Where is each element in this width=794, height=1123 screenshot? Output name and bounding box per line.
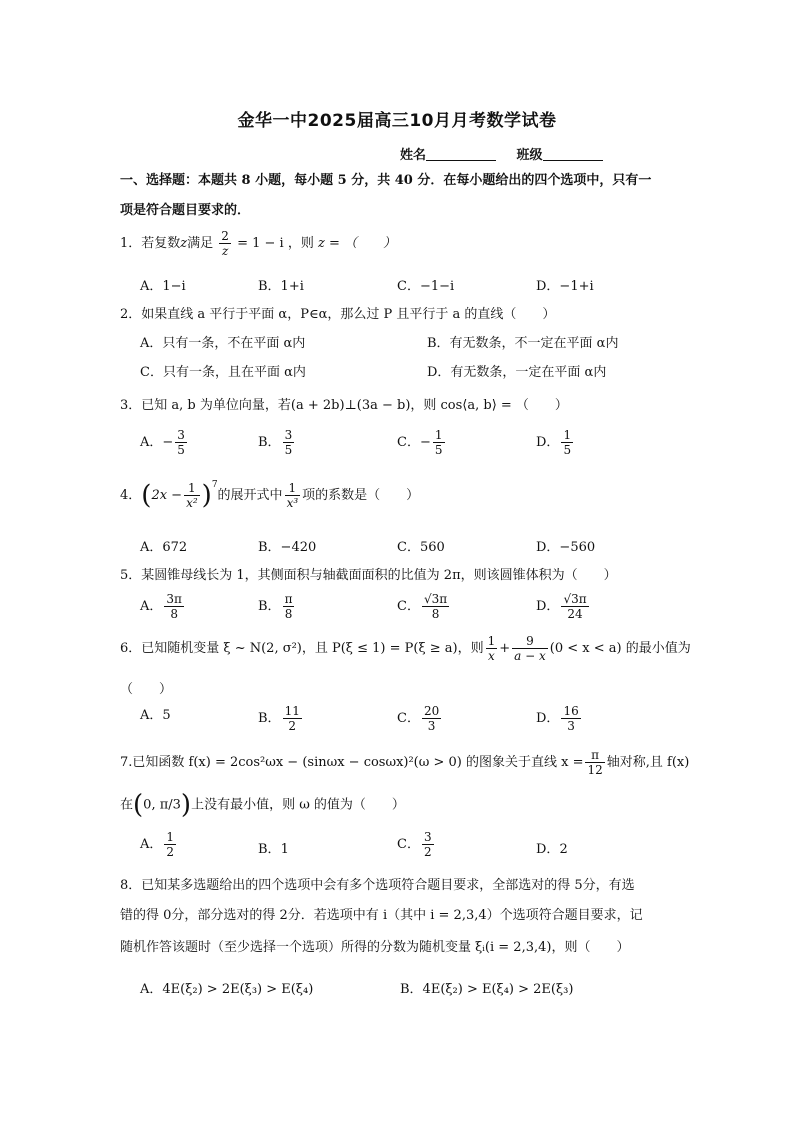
q2-option-a[interactable]: A．只有一条，不在平面 α内 [140,336,306,351]
question-6: 6．已知随机变量 ξ ~ N(2, σ²)，且 P(ξ ≤ 1) = P(ξ ≥ a)，则 $\frac{1}{x}$ + $\frac{9}{a - x}$ (0 < x < a) 的最小值为 [120,634,691,663]
name-class-row [400,144,603,163]
q7-option-c[interactable]: C． $\frac{3}{2}$ [397,830,432,859]
q3-option-a[interactable]: A．− $\frac{3}{5}$ [140,428,185,457]
q2-option-c[interactable]: C．只有一条，且在平面 α内 [140,365,306,380]
q1-var: z [180,236,188,251]
q1-option-c[interactable]: C．−1−i [397,279,455,294]
section-heading [120,166,680,226]
q4-option-c[interactable]: C．560 [397,540,445,555]
q5-option-a[interactable]: A． $\frac{3\pi}{8}$ [140,592,182,621]
question-7: 7.已知函数 f(x) = 2cos²ωx − (sinωx − cosωx)²(ω > 0) 的图象关于直线 x = $\frac{\pi}{12}$ 轴对称,且 f(x) [120,748,690,777]
q1-number: 1．若复数 [120,236,181,251]
question-8-line3: 随机作答该题时（至少选择一个选项）所得的分数为随机变量 ξᵢ(i = 2,3,4)，则（ ） [120,940,630,955]
section-heading-line1: 一、选择题：本题共 8 小题，每小题 5 分，共 40 分．在每小题给出的四个选项中，只有一 [120,173,652,188]
q1-text3: z = （ ） [317,236,396,251]
q6-option-a[interactable]: A．5 [140,708,171,723]
question-2: 2．如果直线 a 平行于平面 α，P∈α，那么过 P 且平行于 a 的直线（ ） [120,307,556,322]
q6-option-b[interactable]: B． $\frac{11}{2}$ [258,704,300,733]
q5-option-d[interactable]: D． $\frac{√3\pi}{24}$ [536,592,587,621]
q4-option-b[interactable]: B．−420 [258,540,317,555]
q7-option-a[interactable]: A． $\frac{1}{2}$ [140,830,175,859]
question-8-line2: 错的得 0分，部分选对的得 2分．若选项中有 i（其中 i = 2,3,4）个选项符合题目要求，记 [120,908,643,923]
question-7-line2: 在(0, π/3)上没有最小值，则 ω 的值为（ ） [120,790,405,820]
q3-option-c[interactable]: C．− $\frac{1}{5}$ [397,428,443,457]
q1-text: 满足 [187,236,214,251]
q8-option-b[interactable]: B．4E(ξ₂) > E(ξ₄) > 2E(ξ₃) [400,982,574,997]
question-8-line1: 8．已知某多选题给出的四个选项中会有多个选项符合题目要求，全部选对的得 5分，有选 [120,878,635,893]
name-blank[interactable] [426,148,496,161]
q2-option-d[interactable]: D．有无数条，一定在平面 α内 [427,365,607,380]
question-5: 5．某圆锥母线长为 1，其侧面积与轴截面面积的比值为 2π，则该圆锥体积为（ ） [120,568,617,583]
q5-option-c[interactable]: C． $\frac{√3\pi}{8}$ [397,592,448,621]
section-heading-line2: 项是符合题目要求的． [120,203,251,218]
question-1 [120,229,690,258]
question-4: 4．(2x − $\frac{1}{\text{x²}}$ )$^7$的展开式中 $\frac{1}{\text{x³}}$ 项的系数是（ ） [120,480,420,511]
q3-option-b[interactable]: B． $\frac{3}{5}$ [258,428,293,457]
q3-option-d[interactable]: D． $\frac{1}{5}$ [536,428,572,457]
q4-option-d[interactable]: D．−560 [536,540,596,555]
q6-option-d[interactable]: D． $\frac{16}{3}$ [536,704,579,733]
q1-option-b[interactable]: B．1+i [258,279,304,294]
q5-option-b[interactable]: B． $\frac{\pi}{8}$ [258,592,293,621]
q6-option-c[interactable]: C． $\frac{20}{3}$ [397,704,440,733]
q4-option-a[interactable]: A．672 [140,540,188,555]
class-label: 班级 [516,148,543,163]
q2-option-b[interactable]: B．有无数条，不一定在平面 α内 [427,336,619,351]
q8-option-a[interactable]: A．4E(ξ₂) > 2E(ξ₃) > E(ξ₄) [140,982,314,997]
q1-option-d[interactable]: D．−1+i [536,279,594,294]
q7-option-b[interactable]: B．1 [258,842,289,857]
q1-fraction: $\frac{2}{z}$ [221,229,229,258]
question-3: 3．已知 a, b 为单位向量，若(a + 2b)⊥(3a − b)，则 cos⟨a, b⟩ = （ ） [120,398,568,413]
q7-option-d[interactable]: D．2 [536,842,568,857]
q1-text2: = 1 − i ，则 [237,236,314,251]
name-label: 姓名 [400,148,427,163]
question-6-paren: （ ） [120,682,173,697]
q1-option-a[interactable]: A．1−i [140,279,186,294]
class-blank[interactable] [543,148,603,161]
page-title: 金华一中2025届高三10月月考数学试卷 [237,111,557,131]
